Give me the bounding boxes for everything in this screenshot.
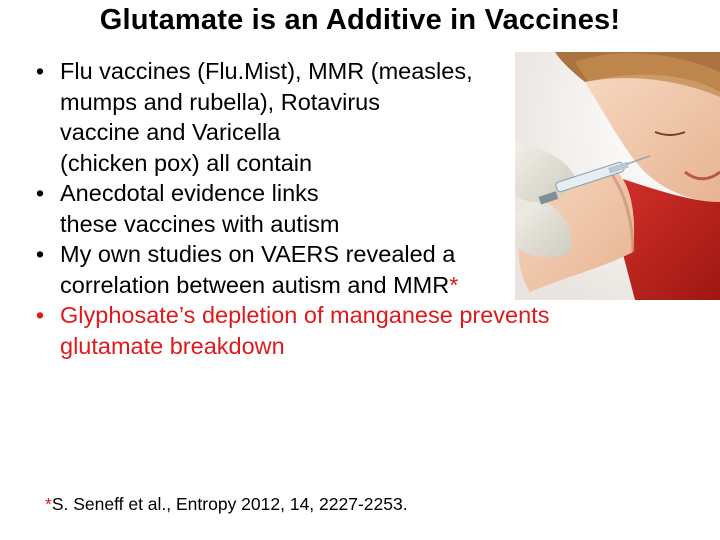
bullet-line: vaccine and Varicella <box>60 119 281 145</box>
vaccination-photo <box>515 52 720 300</box>
footnote-marker: * <box>45 494 52 514</box>
bullet-dot: • <box>35 58 45 84</box>
bullet-line: Glyphosate’s depletion of manganese prevents <box>60 302 550 328</box>
bullet-line: these vaccines with autism <box>60 210 340 237</box>
footnote-marker: * <box>449 271 459 298</box>
bullet-dot: • <box>35 180 45 206</box>
bullet-dot: • <box>35 302 45 328</box>
bullet-line: Anecdotal evidence links <box>60 180 319 206</box>
bullet-dot: • <box>35 241 45 267</box>
bullet-line: My own studies on VAERS revealed a <box>60 241 456 267</box>
bullet-glyphosate <box>30 300 720 361</box>
footnote-text: S. Seneff et al., Entropy 2012, 14, 2227-2253. <box>51 494 408 514</box>
bullet-line: mumps and rubella), Rotavirus <box>60 88 380 115</box>
bullet-line: glutamate breakdown <box>60 332 285 359</box>
bullet-line-text: correlation between autism and MMR <box>60 271 450 298</box>
slide-title: Glutamate is an Additive in Vaccines! <box>99 4 621 36</box>
bullet-line: (chicken pox) all contain <box>60 149 313 176</box>
bullet-line: Flu vaccines (Flu.Mist), MMR (measles, <box>60 58 473 84</box>
vaccination-illustration <box>515 52 720 300</box>
footnote <box>45 494 408 515</box>
